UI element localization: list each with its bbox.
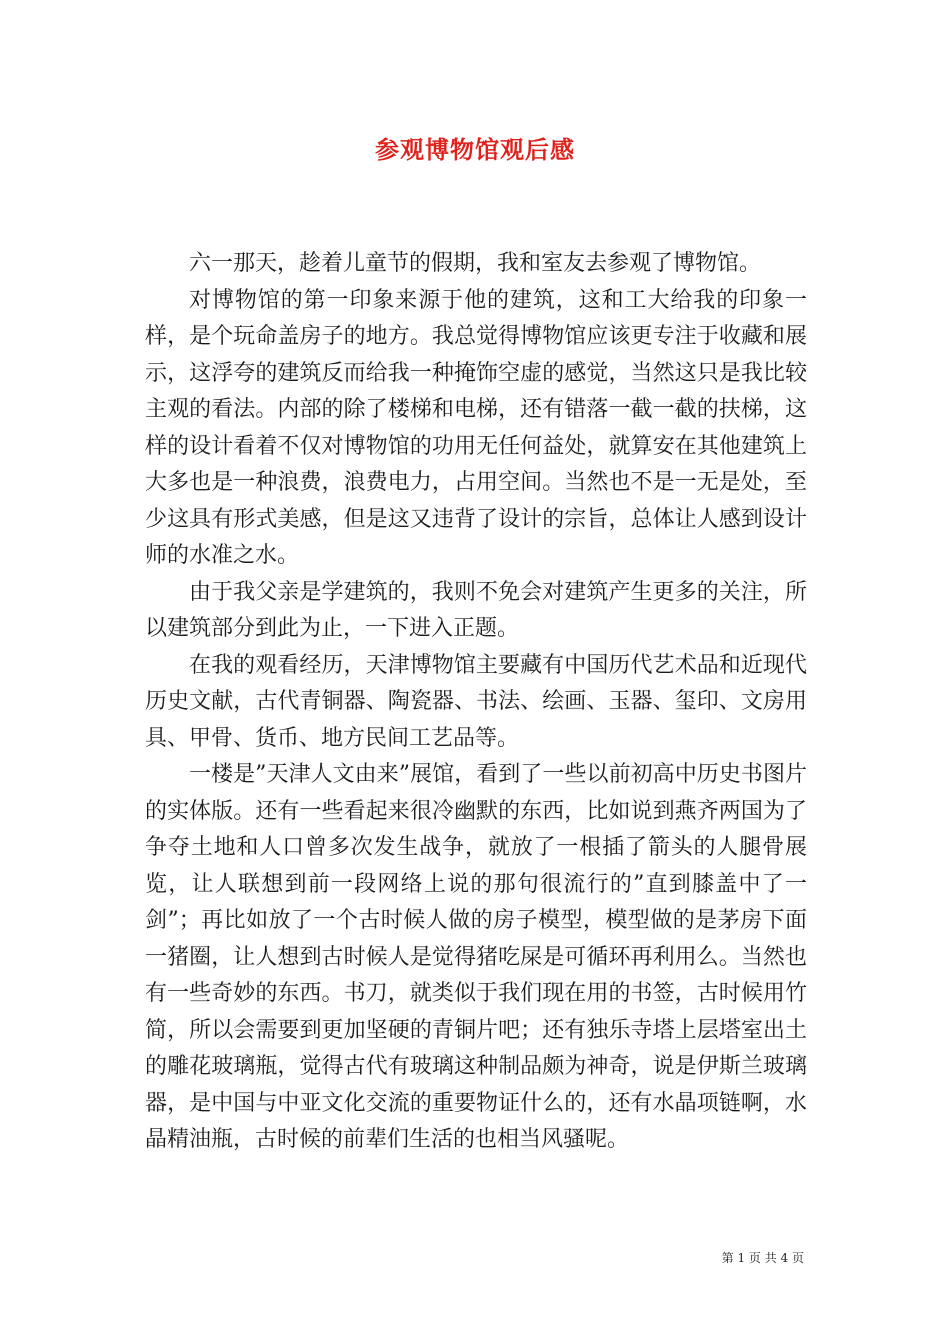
- paragraph: 一楼是”天津人文由来”展馆，看到了一些以前初高中历史书图片的实体版。还有一些看起来很冷幽默的东西，比如说到燕齐两国为了争夺土地和人口曾多次发生战争，就放了一根插了箭头的人腿骨展览，让人联想到前一段网络上说的那句很流行的”直到膝盖中了一剑”；再比如放了一个古时候人做的房子模型，模型做的是茅房下面一猪圈，让人想到古时候人是觉得猪吃屎是可循环再利用么。当然也有一些奇妙的东西。书刀，就类似于我们现在用的书签，古时候用竹简，所以会需要到更加坚硬的青铜片吧；还有独乐寺塔上层塔室出土的雕花玻璃瓶，觉得古代有玻璃这种制品颇为神奇，说是伊斯兰玻璃器，是中国与中亚文化交流的重要物证什么的，还有水晶项链啊，水晶精油瓶，古时候的前辈们生活的也相当风骚呢。: [145, 762, 807, 1152]
- document-title: 参观博物馆观后感: [375, 135, 575, 164]
- document-body: [145, 246, 807, 1159]
- page-number-footer: 第 1 页 共 4 页: [721, 1251, 804, 1265]
- paragraph: 对博物馆的第一印象来源于他的建筑，这和工大给我的印象一样，是个玩命盖房子的地方。我总觉得博物馆应该更专注于收藏和展示，这浮夸的建筑反而给我一种掩饰空虚的感觉，当然这只是我比较主观的看法。内部的除了楼梯和电梯，还有错落一截一截的扶梯，这样的设计看着不仅对博物馆的功用无任何益处，就算安在其他建筑上大多也是一种浪费，浪费电力，占用空间。当然也不是一无是处，至少这具有形式美感，但是这又违背了设计的宗旨，总体让人感到设计师的水准之水。: [145, 287, 807, 568]
- paragraph: 六一那天，趁着儿童节的假期，我和室友去参观了博物馆。: [189, 251, 762, 276]
- paragraph: 由于我父亲是学建筑的，我则不免会对建筑产生更多的关注，所以建筑部分到此为止，一下进入正题。: [145, 579, 807, 641]
- paragraph: 在我的观看经历，天津博物馆主要藏有中国历代艺术品和近现代历史文献，古代青铜器、陶瓷器、书法、绘画、玉器、玺印、文房用具、甲骨、货币、地方民间工艺品等。: [145, 652, 807, 751]
